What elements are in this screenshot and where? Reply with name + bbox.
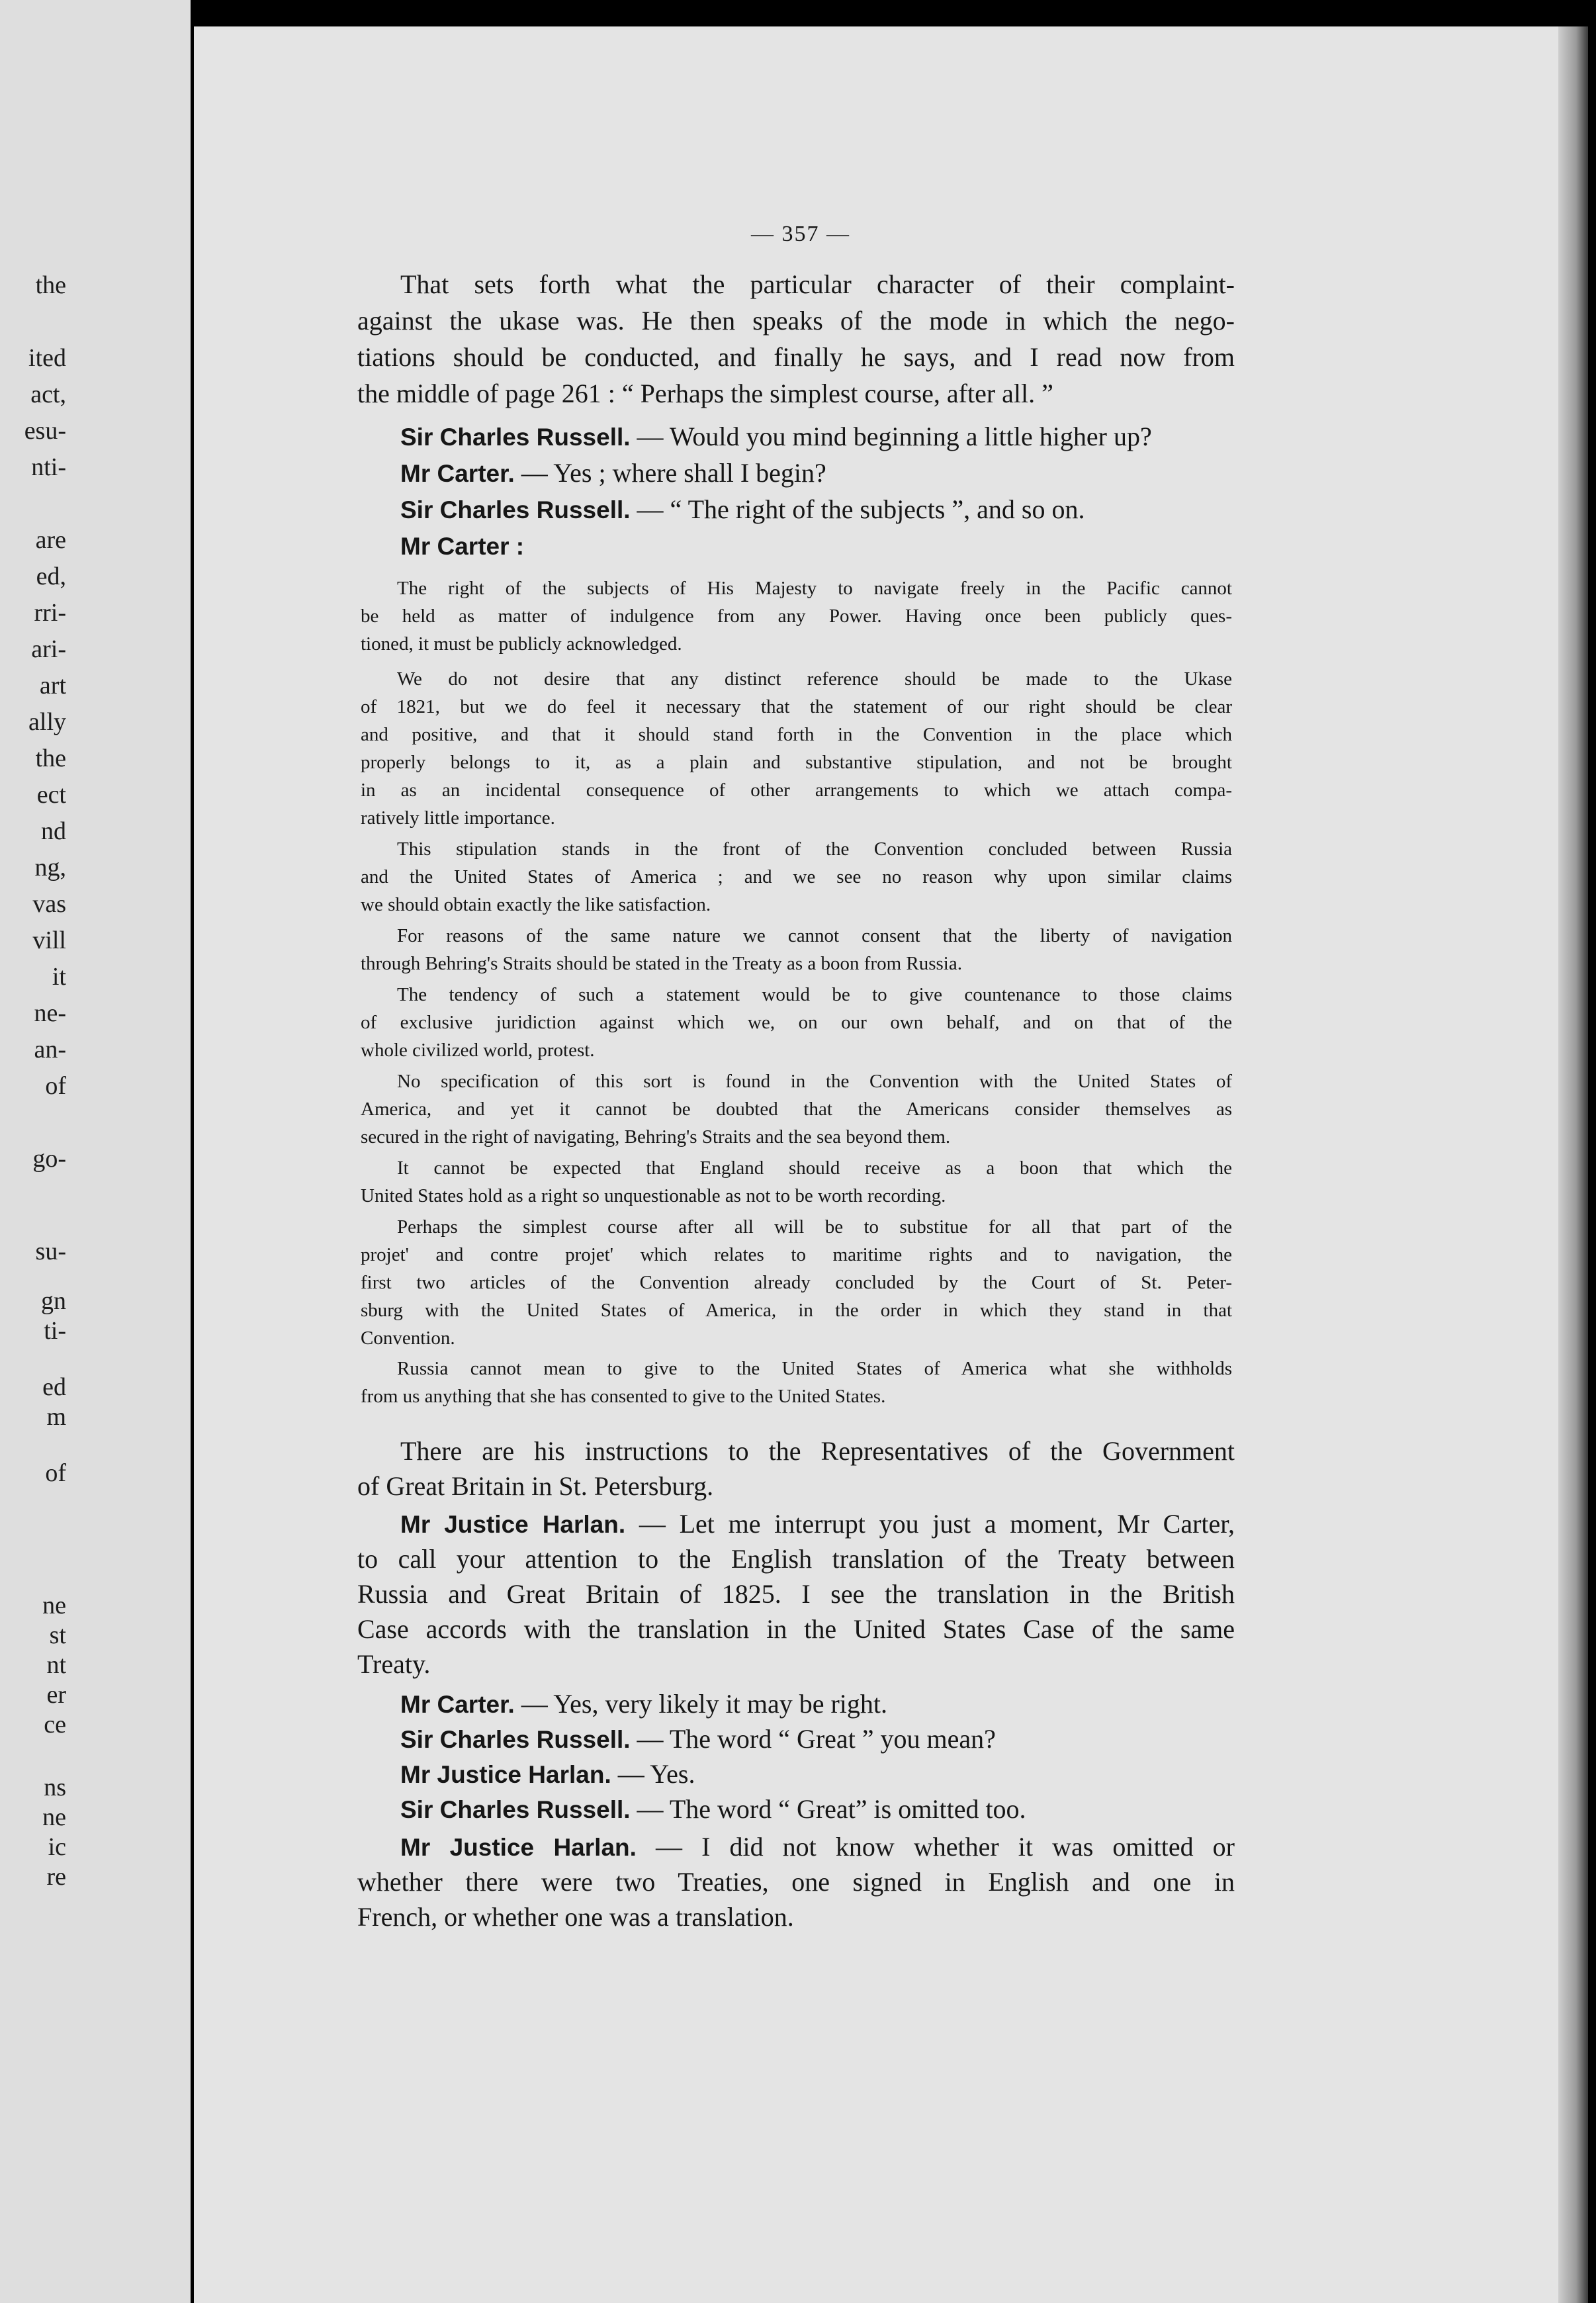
line-text: projet' and contre projet' which relates to maritime rights and to navigation, the: [361, 1244, 1232, 1265]
facing-page-fragment: nd: [41, 817, 66, 845]
quoted-text-line: [361, 1182, 1232, 1210]
facing-page-fragment: ne: [42, 1592, 66, 1619]
line-text: This stipulation stands in the front of the Convention concluded between Russia: [397, 838, 1232, 860]
speaker-name: Mr Justice Harlan.: [400, 1761, 611, 1788]
facing-page-fragment: ally: [28, 708, 66, 736]
line-text: There are his instructions to the Representatives of the Government: [400, 1436, 1235, 1466]
line-text: through Behring's Straits should be stated in the Treaty as a boon from Russia.: [361, 953, 962, 974]
speaker-line: [400, 420, 1235, 453]
facing-page-fragment: ari-: [31, 635, 66, 663]
line-text: — Let me interrupt you just a moment, Mr Carter,: [625, 1509, 1235, 1539]
quoted-text-line: [361, 1095, 1232, 1123]
speaker-line: [400, 1688, 1235, 1721]
line-text: to call your attention to the English translation of the Treaty between: [357, 1544, 1235, 1574]
line-text: be held as matter of indulgence from any Power. Having once been publicly ques-: [361, 606, 1232, 627]
facing-page-fragment: nt: [46, 1651, 66, 1679]
line-text: and positive, and that it should stand forth in the Convention in the place which: [361, 724, 1232, 745]
line-text: United States hold as a right so unquestionable as not to be worth recording.: [361, 1185, 946, 1206]
line-text: against the ukase was. He then speaks of the mode in which the nego-: [357, 306, 1235, 336]
quoted-text-line: [361, 721, 1232, 748]
line-text: — The word “ Great” is omitted too.: [630, 1794, 1026, 1824]
text-line: [400, 268, 1235, 301]
facing-page-fragment: ns: [44, 1774, 66, 1801]
speaker-name: Mr Carter.: [400, 1691, 515, 1718]
quoted-text-line: [361, 891, 1232, 919]
line-text: — Yes ; where shall I begin?: [514, 458, 826, 488]
facing-page-fragment: the: [35, 745, 66, 772]
quoted-text-line: [361, 1009, 1232, 1036]
speaker-name: Mr Carter.: [400, 460, 515, 487]
speaker-name: Mr Carter :: [400, 533, 525, 560]
quoted-text-line: [361, 630, 1232, 658]
speaker-line: [400, 1723, 1235, 1756]
line-text: the middle of page 261 : “ Perhaps the simplest course, after all. ”: [357, 379, 1053, 408]
line-text: — The word “ Great ” you mean?: [630, 1724, 996, 1754]
text-line: [357, 304, 1235, 338]
quoted-text-line: [397, 1154, 1232, 1182]
text-line: [357, 1901, 1235, 1934]
line-text: — Yes, very likely it may be right.: [514, 1689, 888, 1719]
facing-page-fragment: er: [46, 1681, 66, 1709]
line-text: — Would you mind beginning a little higher up?: [630, 422, 1152, 451]
quoted-text-line: [361, 1269, 1232, 1296]
text-line: [357, 1470, 1235, 1503]
quoted-text-line: [397, 1355, 1232, 1382]
quoted-text-line: [361, 1296, 1232, 1324]
text-line: [357, 1543, 1235, 1576]
quoted-text-line: [397, 1213, 1232, 1241]
facing-page-fragment: art: [39, 672, 66, 700]
speaker-name: Sir Charles Russell.: [400, 1796, 631, 1823]
facing-page-fragment: ed,: [36, 563, 66, 590]
facing-page-fragment: ed: [42, 1373, 66, 1401]
speaker-name: Mr Justice Harlan.: [400, 1511, 626, 1538]
quoted-text-line: [361, 950, 1232, 977]
facing-page-fragment: esu-: [24, 417, 66, 445]
line-text: whether there were two Treaties, one signed in English and one in: [357, 1867, 1235, 1897]
facing-page-fragment: su-: [35, 1238, 66, 1265]
quoted-text-line: [397, 835, 1232, 863]
page-number: — 357 —: [751, 222, 850, 246]
facing-page-fragment: ited: [28, 344, 66, 372]
line-text: The right of the subjects of His Majesty to navigate freely in the Pacific cannot: [397, 578, 1232, 599]
quoted-text-line: [397, 922, 1232, 950]
speaker-line: [400, 493, 1235, 526]
facing-page-fragment: ti-: [44, 1317, 66, 1345]
text-line: [357, 341, 1235, 374]
line-text: and the United States of America ; and we see no reason why upon similar claims: [361, 866, 1232, 887]
line-text: French, or whether one was a translation.: [357, 1902, 794, 1932]
text-line: [357, 377, 1235, 410]
quoted-text-line: [361, 1382, 1232, 1410]
speaker-name: Sir Charles Russell.: [400, 496, 631, 523]
facing-page-fragment: act,: [30, 381, 66, 408]
quoted-text-line: [397, 665, 1232, 693]
text-line: [357, 1866, 1235, 1899]
quoted-text-line: [361, 693, 1232, 721]
line-text: Case accords with the translation in the United States Case of the same: [357, 1614, 1235, 1644]
facing-page-fragment: an-: [34, 1036, 66, 1063]
speaker-line: [400, 1758, 1235, 1791]
quoted-text-line: [361, 748, 1232, 776]
speaker-name: Sir Charles Russell.: [400, 424, 631, 451]
facing-page-fragment: vill: [32, 926, 66, 954]
line-text: properly belongs to it, as a plain and substantive stipulation, and not be brought: [361, 752, 1232, 773]
line-text: tioned, it must be publicly acknowledged.: [361, 633, 682, 655]
line-text: — “ The right of the subjects ”, and so on.: [630, 494, 1085, 524]
line-text: — I did not know whether it was omitted or: [636, 1832, 1235, 1862]
facing-page-fragment: of: [45, 1072, 66, 1100]
facing-page-fragment: st: [49, 1621, 66, 1649]
line-text: in as an incidental consequence of other arrangements to which we attach compa-: [361, 780, 1232, 801]
line-text: The tendency of such a statement would be to give countenance to those claims: [397, 984, 1232, 1005]
text-line: [400, 1435, 1235, 1468]
facing-page-fragment: ic: [48, 1833, 66, 1861]
line-text: Perhaps the simplest course after all will be to substitue for all that part of the: [397, 1216, 1232, 1238]
quoted-text-line: [397, 574, 1232, 602]
quoted-text-line: [361, 1324, 1232, 1352]
line-text: from us anything that she has consented to give to the United States.: [361, 1386, 886, 1407]
quoted-text-line: [361, 863, 1232, 891]
text-line: [357, 1578, 1235, 1611]
line-text: secured in the right of navigating, Behring's Straits and the sea beyond them.: [361, 1126, 951, 1148]
facing-page-fragment: ng,: [34, 854, 66, 881]
speaker-name: Mr Justice Harlan.: [400, 1834, 637, 1861]
line-text: first two articles of the Convention already concluded by the Court of St. Peter-: [361, 1272, 1232, 1293]
quoted-text-line: [361, 602, 1232, 630]
line-text: ratively little importance.: [361, 807, 555, 829]
line-text: Russia cannot mean to give to the United States of America what she withholds: [397, 1358, 1232, 1379]
line-text: we should obtain exactly the like satisfaction.: [361, 894, 711, 915]
line-text: Convention.: [361, 1328, 455, 1349]
speaker-line: [400, 1830, 1235, 1864]
facing-page-fragment: ne-: [34, 999, 66, 1027]
text-line: [357, 1613, 1235, 1646]
quoted-text-line: [361, 1123, 1232, 1151]
facing-page-fragment: rri-: [34, 599, 66, 627]
facing-page-fragment: it: [52, 963, 66, 991]
speaker-name: Sir Charles Russell.: [400, 1726, 631, 1753]
facing-page-fragment: ce: [44, 1711, 66, 1739]
text-line: [357, 1648, 1235, 1681]
facing-page-fragment: the: [35, 271, 66, 299]
line-text: No specification of this sort is found in the Convention with the United States of: [397, 1071, 1232, 1092]
line-text: of Great Britain in St. Petersburg.: [357, 1471, 714, 1501]
facing-page-fragment: re: [46, 1863, 66, 1891]
line-text: Russia and Great Britain of 1825. I see the translation in the British: [357, 1579, 1235, 1609]
speaker-line: [400, 457, 1235, 490]
quoted-text-line: [361, 1036, 1232, 1064]
facing-page-fragment: go-: [32, 1145, 66, 1173]
line-text: sburg with the United States of America, in the order in which they stand in that: [361, 1300, 1232, 1321]
line-text: of exclusive juridiction against which we, on our own behalf, and on that of the: [361, 1012, 1232, 1033]
quoted-text-line: [361, 1241, 1232, 1269]
line-text: tiations should be conducted, and finally he says, and I read now from: [357, 342, 1235, 372]
facing-page-fragment: m: [46, 1403, 66, 1431]
facing-page-fragment: ne: [42, 1803, 66, 1831]
line-text: Treaty.: [357, 1649, 431, 1679]
line-text: whole civilized world, protest.: [361, 1040, 595, 1061]
facing-page-fragment: are: [35, 526, 66, 554]
quoted-text-line: [361, 776, 1232, 804]
facing-page-fragment: gn: [41, 1287, 66, 1315]
quoted-text-line: [397, 981, 1232, 1009]
speaker-line: [400, 1508, 1235, 1541]
line-text: We do not desire that any distinct reference should be made to the Ukase: [397, 668, 1232, 690]
line-text: of 1821, but we do feel it necessary that the statement of our right should be clear: [361, 696, 1232, 717]
line-text: That sets forth what the particular character of their complaint-: [400, 269, 1235, 299]
speaker-line: [400, 529, 1235, 563]
speaker-line: [400, 1793, 1235, 1826]
line-text: — Yes.: [611, 1759, 695, 1789]
quoted-text-line: [397, 1067, 1232, 1095]
line-text: For reasons of the same nature we cannot consent that the liberty of navigation: [397, 925, 1232, 946]
facing-page-fragment: vas: [32, 890, 66, 918]
facing-page-fragment: ect: [36, 781, 66, 809]
quoted-text-line: [361, 804, 1232, 832]
line-text: It cannot be expected that England should receive as a boon that which the: [397, 1157, 1232, 1179]
page-edge-shadow: [1558, 26, 1588, 2303]
facing-page-fragment: of: [45, 1459, 66, 1487]
facing-page-fragment: nti-: [31, 453, 66, 481]
line-text: America, and yet it cannot be doubted that the Americans consider themselves as: [361, 1099, 1232, 1120]
